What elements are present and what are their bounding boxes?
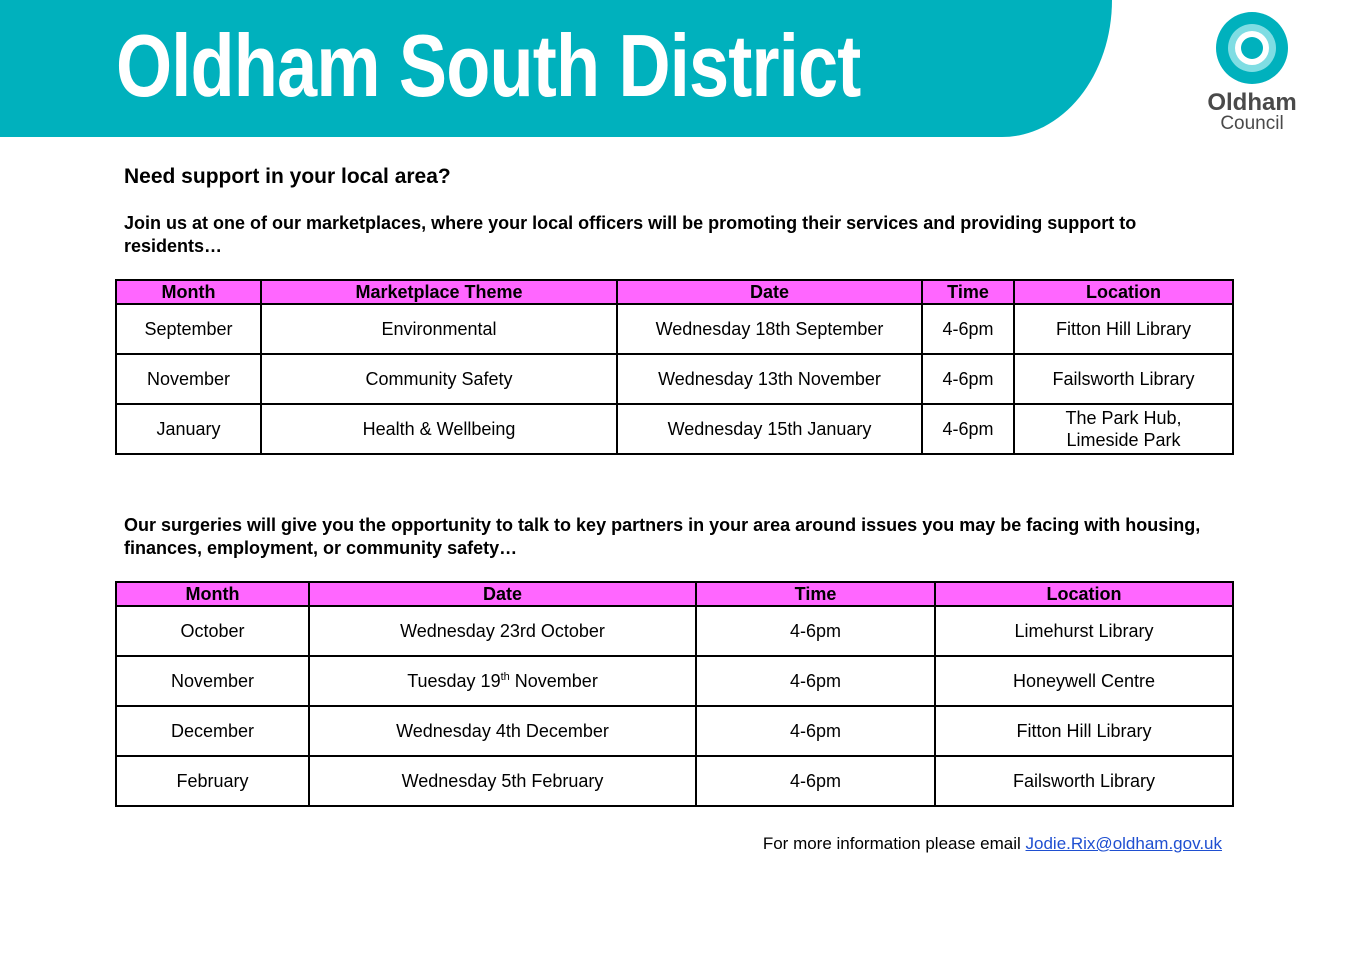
table-header-row — [116, 280, 1233, 304]
location-cell: Failsworth Library — [1014, 354, 1233, 404]
marketplace-table — [115, 279, 1234, 455]
location-cell — [1014, 404, 1233, 454]
date-text: November — [509, 671, 598, 691]
table-row — [116, 606, 1233, 656]
time-cell: 4-6pm — [696, 656, 935, 706]
date-cell — [309, 656, 696, 706]
page-title: Oldham South District — [116, 16, 861, 115]
location-cell: Failsworth Library — [935, 756, 1233, 806]
location-line: The Park Hub, — [1065, 408, 1182, 428]
header-banner — [0, 0, 1112, 137]
table-row — [116, 756, 1233, 806]
column-header: Time — [696, 582, 935, 606]
date-cell: Wednesday 13th November — [617, 354, 922, 404]
time-cell: 4-6pm — [922, 304, 1014, 354]
column-header: Location — [935, 582, 1233, 606]
logo-subtitle: Council — [1220, 113, 1284, 134]
date-text: Tuesday 19 — [407, 671, 501, 691]
time-cell: 4-6pm — [696, 706, 935, 756]
location-cell: Honeywell Centre — [935, 656, 1233, 706]
month-cell: November — [116, 656, 309, 706]
section-heading: Need support in your local area? — [124, 165, 451, 188]
marketplace-intro: Join us at one of our marketplaces, where your local officers will be promoting their services and providing support to residents… — [124, 213, 1137, 256]
month-cell: October — [116, 606, 309, 656]
theme-cell: Health & Wellbeing — [261, 404, 617, 454]
column-header: Date — [309, 582, 696, 606]
contact-footer — [763, 833, 1222, 855]
date-cell: Wednesday 18th September — [617, 304, 922, 354]
column-header: Date — [617, 280, 922, 304]
table-row — [116, 706, 1233, 756]
location-line: Limeside Park — [1066, 430, 1181, 450]
table-row — [116, 404, 1233, 454]
theme-cell: Environmental — [261, 304, 617, 354]
location-cell: Fitton Hill Library — [1014, 304, 1233, 354]
council-logo — [1196, 10, 1308, 134]
month-cell: September — [116, 304, 261, 354]
surgery-intro: Our surgeries will give you the opportunity to talk to key partners in your area around issues you may be facing with housing, finances, employment, or community safety… — [124, 515, 1201, 558]
date-cell: Wednesday 4th December — [309, 706, 696, 756]
table-row — [116, 354, 1233, 404]
surgery-table — [115, 581, 1234, 807]
date-cell: Wednesday 5th February — [309, 756, 696, 806]
location-cell: Fitton Hill Library — [935, 706, 1233, 756]
time-cell: 4-6pm — [922, 354, 1014, 404]
table-row — [116, 304, 1233, 354]
time-cell: 4-6pm — [696, 756, 935, 806]
logo-name: Oldham — [1207, 89, 1297, 116]
month-cell: December — [116, 706, 309, 756]
column-header: Marketplace Theme — [261, 280, 617, 304]
theme-cell: Community Safety — [261, 354, 617, 404]
column-header: Month — [116, 582, 309, 606]
time-cell: 4-6pm — [922, 404, 1014, 454]
time-cell: 4-6pm — [696, 606, 935, 656]
location-cell: Limehurst Library — [935, 606, 1233, 656]
date-cell: Wednesday 15th January — [617, 404, 922, 454]
table-header-row — [116, 582, 1233, 606]
date-cell: Wednesday 23rd October — [309, 606, 696, 656]
email-link[interactable]: Jodie.Rix@oldham.gov.uk — [1025, 834, 1222, 853]
column-header: Time — [922, 280, 1014, 304]
date-ordinal: th — [500, 671, 510, 683]
table-row — [116, 656, 1233, 706]
month-cell: January — [116, 404, 261, 454]
oldham-ring-logo-icon — [1214, 10, 1290, 86]
footer-text: For more information please email — [762, 834, 1026, 853]
month-cell: February — [116, 756, 309, 806]
month-cell: November — [116, 354, 261, 404]
column-header: Location — [1014, 280, 1233, 304]
column-header: Month — [116, 280, 261, 304]
